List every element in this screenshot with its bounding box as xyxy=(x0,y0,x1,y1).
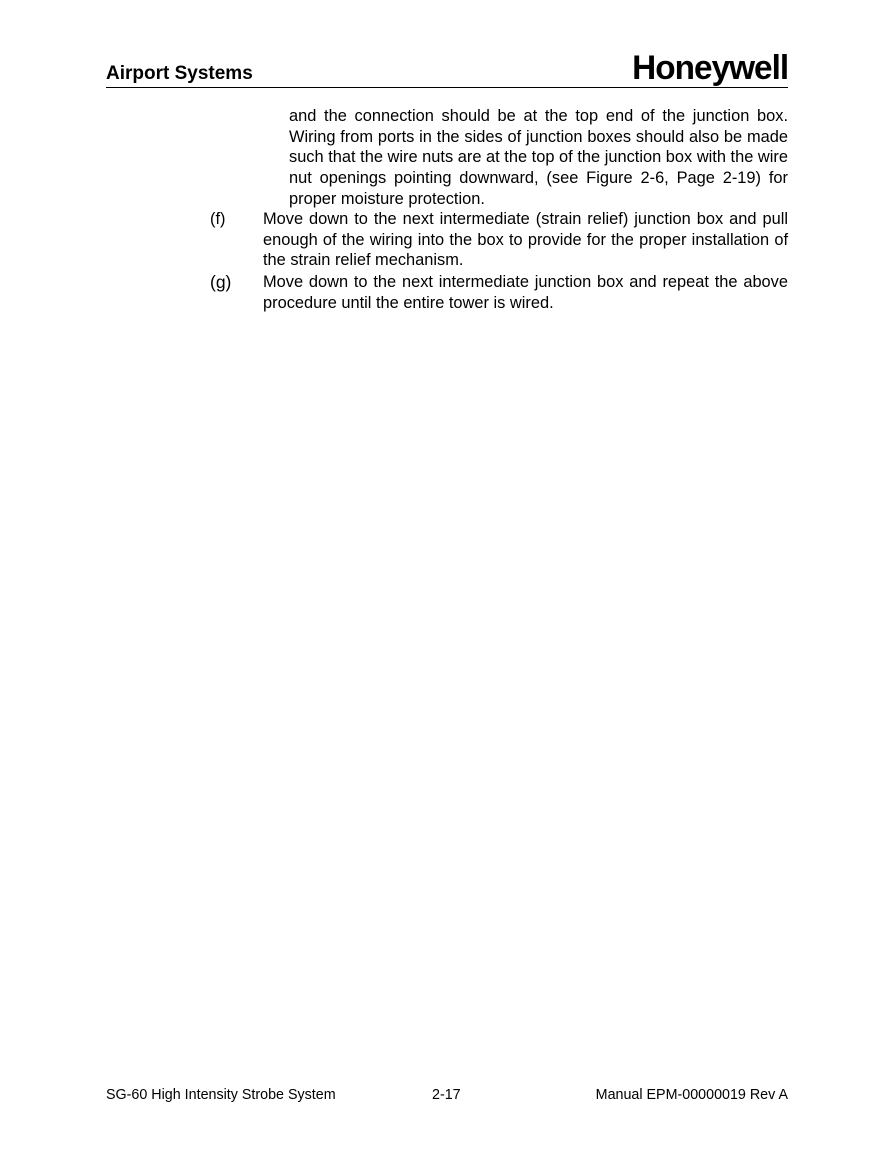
step-f-marker: (f) xyxy=(210,210,226,228)
continuation-paragraph: and the connection should be at the top end of the junction box. Wiring from ports in the sides of junction boxes should also be made such that the wire nuts are at the top of the junction box with the wire nut openings pointing downward, (see Figure 2-6, Page 2-19) for proper moisture protection. xyxy=(289,107,788,208)
step-g-marker: (g) xyxy=(210,272,232,292)
honeywell-logo: Honeywell xyxy=(632,49,788,87)
page-footer xyxy=(106,1085,788,1107)
footer-product-name: SG-60 High Intensity Strobe System xyxy=(106,1087,336,1103)
step-g-text: Move down to the next intermediate junction box and repeat the above procedure until the entire tower is wired. xyxy=(263,273,788,312)
header-divider xyxy=(106,87,788,88)
step-f-text: Move down to the next intermediate (strain relief) junction box and pull enough of the wiring into the box to provide for the proper installation of the strain relief mechanism. xyxy=(263,210,788,270)
page-header xyxy=(106,48,788,88)
footer-manual-reference: Manual EPM-00000019 Rev A xyxy=(595,1087,788,1103)
footer-page-number: 2-17 xyxy=(432,1087,461,1103)
section-title: Airport Systems xyxy=(106,63,253,84)
